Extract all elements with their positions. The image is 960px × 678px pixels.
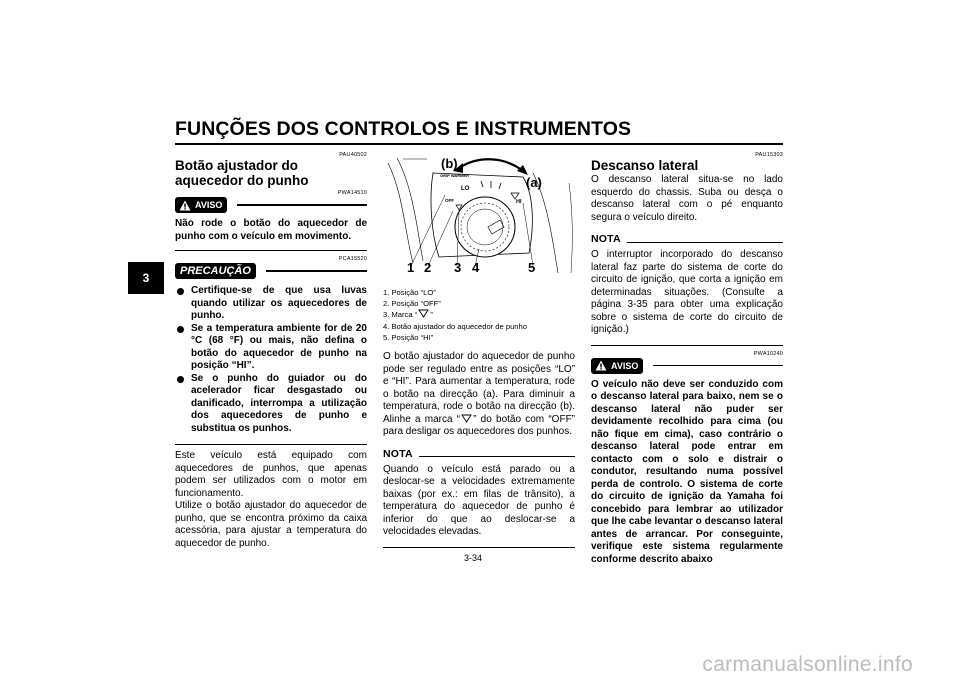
nota-rule (627, 242, 783, 243)
caption-3-suffix: ” (430, 310, 433, 320)
column-grip-warmer (175, 152, 367, 550)
body-part-1: O botão ajustador do aquecedor de punho pode ser regulado entre as posições “LO” e “HI”. Para aumentar a temperatura, rode o botão na direcção (a). Para diminuir a temperatura, rode o botão na direcção (b). Alinhe a marca “ (383, 351, 575, 425)
body-paragraph: Utilize o botão ajustador do aquecedor de punho, que se encontra próximo da caixa acessória, para ajustar a temperatura do aquecedor de punho. (175, 500, 367, 549)
nota-text: Quando o veículo está parado ou a deslocar-se a velocidades extremamente baixas (por ex.: em filas de trânsito), a temperatura do aquecedor de punho é inferior do que ao deslocar-se a velocidades elevadas. (383, 463, 575, 538)
caption-item: 4. Botão ajustador do aquecedor de punho (383, 321, 527, 331)
section-code: PAU15303 (755, 152, 783, 158)
caution-header (175, 262, 367, 280)
callout-2: 2 (424, 260, 432, 275)
nota-header (383, 447, 575, 461)
caution-end-rule (175, 444, 367, 445)
callout-3: 3 (454, 260, 462, 275)
label-a: (a) (526, 175, 542, 190)
caution-item: Se a temperatura ambiente for de 20 °C (68 °F) ou mais, não defina o botão do aquecedor de punho na posição “HI”. (175, 323, 367, 373)
nota-label: NOTA (383, 447, 413, 460)
watermark-footer: carmanualsonline.info (702, 653, 913, 676)
body-paragraph: Este veículo está equipado com aquecedores de punhos, que apenas podem ser utilizados com o motor em funcionamento. (175, 450, 367, 499)
caution-badge: PRECAUÇÃO (175, 263, 256, 279)
nota-label: NOTA (591, 233, 621, 245)
housing-line (569, 183, 572, 273)
nota-header (591, 232, 783, 246)
warning-code: PWA10240 (753, 350, 783, 357)
triangle-mark-icon (461, 414, 472, 423)
nota-end-rule (383, 547, 575, 548)
triangle-mark-icon (418, 309, 429, 318)
warning-code: PWA14510 (337, 190, 367, 196)
warning-text: Não rode o botão do aquecedor de punho com o veículo em movimento. (175, 218, 367, 242)
chapter-tab: 3 (128, 262, 164, 294)
section-code: PAU40502 (339, 152, 367, 158)
caption-item: 5. Posição “HI” (383, 332, 434, 342)
body-paragraph (383, 351, 575, 439)
figure-captions (383, 287, 575, 343)
warning-header (591, 357, 783, 375)
nota-text: O interruptor incorporado do descanso lateral faz parte do sistema de corte do circuito de ignição, que corta a ignição em determinadas situações. (Consulte a página 3-35 para obter uma explicação sobre o sistema de corte do circuito de ignição.) (591, 249, 783, 335)
dial-hi-label: HI (516, 199, 522, 205)
column-grip-warmer-text (383, 287, 575, 548)
body-part-2: ” do botão com “OFF” para desligar os aquecedores dos punhos. (383, 413, 576, 438)
dial-brand-label: GRIP WARMER (440, 173, 470, 178)
warning-triangle-icon (595, 360, 607, 371)
warning-rule (653, 365, 783, 367)
adjuster-knob (455, 197, 515, 257)
page-number: 3-34 (464, 553, 483, 563)
handlebar-line (397, 158, 423, 261)
arrow-head-a-icon (517, 165, 528, 175)
caution-rule (266, 270, 367, 272)
caption-item: 1. Posição “LO” (383, 288, 436, 297)
nota-rule (419, 456, 575, 457)
callout-4: 4 (472, 260, 480, 275)
caption-item: 2. Posição “OFF” (383, 299, 441, 309)
page-title: FUNÇÕES DOS CONTROLOS E INSTRUMENTOS (175, 118, 632, 140)
dial-off-label: OFF (445, 198, 454, 203)
nota-end-rule (591, 345, 783, 346)
caution-code: PCA15520 (338, 256, 367, 262)
caution-list (175, 285, 367, 435)
caution-item: Certifique-se de que usa luvas quando utilizar os aquecedores de punho. (175, 285, 367, 323)
caption-item (383, 309, 575, 320)
warning-label: AVISO (611, 360, 639, 371)
rotation-arrow (459, 159, 523, 171)
callout-1: 1 (407, 260, 415, 275)
warning-end-rule (175, 250, 367, 251)
callout-5: 5 (528, 260, 536, 275)
dial-lo-label: LO (461, 186, 470, 192)
column-side-stand (591, 152, 783, 566)
section-heading: Botão ajustador do aquecedor do punho (175, 158, 309, 188)
warning-rule (237, 204, 367, 206)
handlebar-line (388, 163, 413, 263)
caution-item: Se o punho do guiador ou do acelerador ficar desgastado ou danificado, interrompa a utilização dos aquecedores de punho e substitua os punhos. (175, 373, 367, 436)
warning-triangle-icon (179, 200, 191, 211)
body-paragraph: O descanso lateral situa-se no lado esquerdo do chassis. Suba ou desça o descanso lateral com o pé enquanto segura o veículo direito. (591, 174, 783, 223)
label-b: (b) (441, 156, 458, 171)
warning-header (175, 196, 367, 214)
warning-badge (175, 197, 227, 213)
caption-3-text: 3. Marca “ (383, 310, 418, 320)
grip-warmer-figure (383, 153, 575, 283)
title-rule (175, 143, 783, 145)
warning-text: O veículo não deve ser conduzido com o descanso lateral para baixo, nem se o descanso lateral não puder ser devidamente recolhido para cima (ou não fique em cima), caso contrário o descanso lateral pode entrar em contacto com o solo e distrair o condutor, resultando numa possível perda de controlo. O sistema de corte do circuito de ignição da Yamaha foi concebido para lembrar ao utilizador que lhe cabe levantar o descanso lateral antes de arrancar. Por conseguinte, verifique este sistema regularmente conforme descrito abaixo (591, 378, 783, 565)
warning-label: AVISO (195, 200, 223, 210)
section-heading: Descanso lateral (591, 158, 699, 173)
warning-badge (591, 358, 643, 374)
